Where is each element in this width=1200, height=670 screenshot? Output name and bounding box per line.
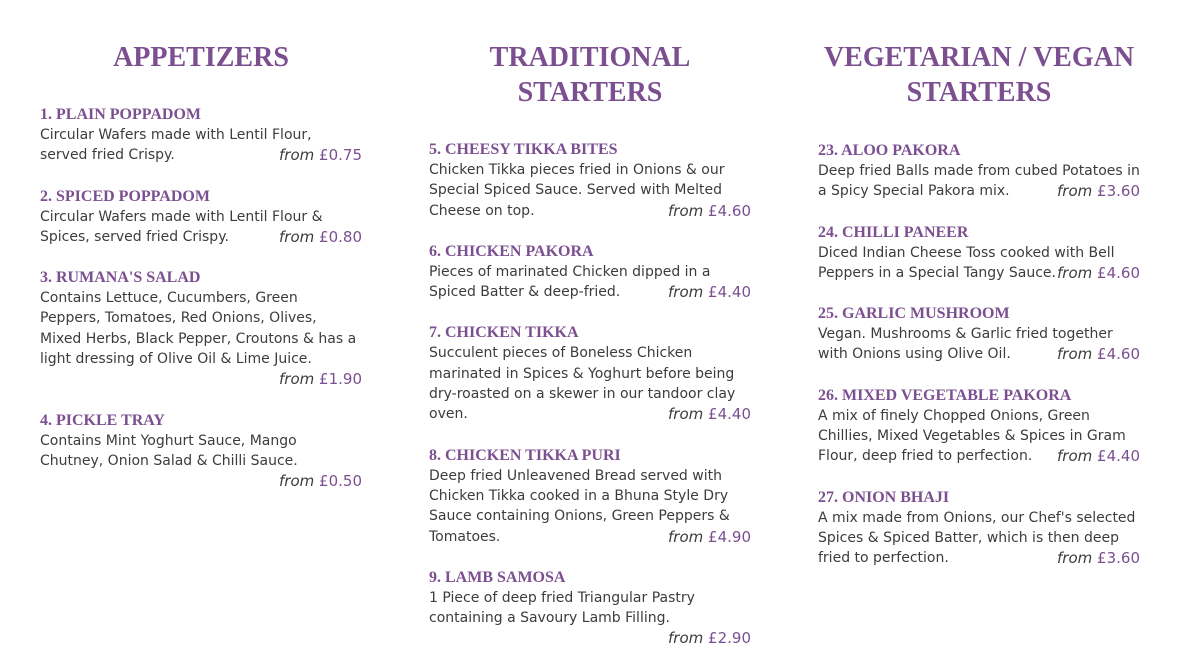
menu-item-body <box>429 466 751 547</box>
menu-item <box>818 386 1140 467</box>
price-amount: £3.60 <box>1097 182 1140 201</box>
menu-item-description: A mix made from Onions, our Chef's selected Spices & Spiced Batter, which is then deep fried to perfection. <box>818 509 1136 567</box>
price-amount: £4.90 <box>708 527 751 546</box>
menu-item-body <box>429 588 751 649</box>
menu-item-description: Chicken Tikka pieces fried in Onions & our Special Spiced Sauce. Served with Melted Cheese on top. <box>429 162 725 219</box>
price-amount: £0.50 <box>319 472 362 491</box>
price-from-label: from <box>668 201 704 220</box>
menu-item-name: 3. RUMANA'S SALAD <box>40 269 201 287</box>
menu-item-body <box>818 243 1140 284</box>
price-from-label: from <box>668 283 704 302</box>
menu-item-description: Succulent pieces of Boneless Chicken marinated in Spices & Yoghurt before being dry-roasted on a skewer in our tandoor clay oven. <box>429 345 736 423</box>
menu-item-price <box>1057 181 1140 201</box>
menu-section-appetizers <box>40 40 362 513</box>
menu-item-price <box>279 369 362 389</box>
menu-item-name: 1. PLAIN POPPADOM <box>40 106 202 123</box>
section-title: VEGETARIAN / VEGAN STARTERS <box>823 42 1135 108</box>
price-amount: £3.60 <box>1097 549 1140 568</box>
menu-item <box>40 187 362 248</box>
menu-item-list <box>818 141 1140 569</box>
menu-item-description: Vegan. Mushrooms & Garlic fried together with Onions using Olive Oil. <box>818 326 1113 363</box>
menu-item-description: Contains Lettuce, Cucumbers, Green Peppers, Tomatoes, Red Onions, Olives, Mixed Herbs, Black Pepper, Croutons & has a light dressing of Olive Oil & Lime Juice. <box>40 290 357 368</box>
menu-item-description: Pieces of marinated Chicken dipped in a Spiced Batter & deep-fried. <box>429 263 711 301</box>
menu-item <box>818 304 1140 365</box>
price-from-label: from <box>279 227 315 246</box>
menu-item-body <box>818 161 1140 202</box>
price-from-label: from <box>1057 345 1093 364</box>
menu-item-name: 6. CHICKEN PAKORA <box>429 242 594 260</box>
menu-item-list <box>40 105 362 492</box>
menu-item-name: 26. MIXED VEGETABLE PAKORA <box>818 386 1072 404</box>
price-amount: £0.75 <box>319 146 362 165</box>
menu-item-description: Deep fried Balls made from cubed Potatoes in a Spicy Special Pakora mix. <box>818 163 1140 200</box>
menu-item-price <box>668 527 751 547</box>
menu-item-body <box>40 207 362 248</box>
menu-item <box>429 140 751 221</box>
price-amount: £4.40 <box>708 283 751 302</box>
menu-item-description: Circular Wafers made with Lentil Flour & Spices, served fried Crispy. <box>40 208 323 245</box>
menu-item <box>429 242 751 303</box>
menu-item-body <box>40 288 362 389</box>
menu-item-name: 5. CHEESY TIKKA BITES <box>429 141 618 158</box>
price-from-label: from <box>668 405 704 424</box>
price-amount: £1.90 <box>319 370 362 389</box>
menu-item <box>40 105 362 166</box>
menu-item-body <box>818 508 1140 569</box>
section-title: APPETIZERS <box>113 42 289 73</box>
price-amount: £4.40 <box>1097 447 1140 466</box>
menu-item-description: Contains Mint Yoghurt Sauce, Mango Chutney, Onion Salad & Chilli Sauce. <box>40 432 298 469</box>
menu-item-price <box>279 227 362 247</box>
price-amount: £4.60 <box>1097 263 1140 282</box>
menu-item <box>429 323 751 424</box>
menu-item <box>429 446 751 547</box>
menu-item-name: 8. CHICKEN TIKKA PURI <box>429 446 621 464</box>
menu-item-price <box>1057 263 1140 283</box>
menu-item-name: 23. ALOO PAKORA <box>818 142 961 159</box>
price-amount: £0.80 <box>319 227 362 246</box>
menu-item-price <box>1057 344 1140 364</box>
menu-item-name: 4. PICKLE TRAY <box>40 411 165 429</box>
menu-item-price <box>668 282 751 302</box>
menu-item-body <box>429 262 751 303</box>
menu-item-description: A mix of finely Chopped Onions, Green Chillies, Mixed Vegetables & Spices in Gram Flour, deep fried to perfection. <box>818 407 1126 465</box>
menu-item-description: Diced Indian Cheese Toss cooked with Bell Peppers in a Special Tangy Sauce. <box>818 244 1115 281</box>
menu-item-name: 9. LAMB SAMOSA <box>429 568 566 586</box>
menu-item <box>818 223 1140 284</box>
section-title: TRADITIONAL STARTERS <box>489 42 691 108</box>
price-amount: £4.60 <box>708 201 751 220</box>
price-from-label: from <box>1057 182 1093 201</box>
menu-item-price <box>1057 548 1140 568</box>
menu-item-body <box>40 125 362 166</box>
price-from-label: from <box>1057 447 1093 466</box>
menu-item-description: Circular Wafers made with Lentil Flour, served fried Crispy. <box>40 127 312 164</box>
menu-item-body <box>40 431 362 492</box>
menu-item-list <box>429 140 751 649</box>
price-amount: £4.60 <box>1097 345 1140 364</box>
menu-item-name: 7. CHICKEN TIKKA <box>429 324 579 342</box>
price-from-label: from <box>279 146 315 165</box>
price-from-label: from <box>1057 549 1093 568</box>
menu-item-price <box>668 628 751 648</box>
menu-item-body <box>429 343 751 424</box>
menu-item-price <box>279 471 362 491</box>
menu-item-price <box>1057 446 1140 466</box>
price-amount: £2.90 <box>708 629 751 648</box>
menu-item <box>40 411 362 492</box>
menu-section-traditional-starters <box>429 40 751 670</box>
menu-item-description: Deep fried Unleavened Bread served with Chicken Tikka cooked in a Bhuna Style Dry Sauce containing Onions, Green Peppers & Tomatoes. <box>429 467 730 545</box>
menu-item-body <box>818 324 1140 365</box>
price-from-label: from <box>668 527 704 546</box>
menu-item-price <box>279 145 362 165</box>
menu-item-price <box>668 201 751 221</box>
menu-item-price <box>668 404 751 424</box>
menu-item <box>818 141 1140 202</box>
menu-item-body <box>429 160 751 221</box>
menu-item-name: 24. CHILLI PANEER <box>818 223 969 241</box>
menu-item-name: 2. SPICED POPPADOM <box>40 187 210 205</box>
menu-item <box>818 488 1140 569</box>
price-from-label: from <box>279 370 315 389</box>
price-amount: £4.40 <box>708 405 751 424</box>
menu-item <box>40 268 362 389</box>
menu-item <box>429 568 751 649</box>
price-from-label: from <box>279 472 315 491</box>
menu-section-vegetarian-vegan-starters <box>818 40 1140 590</box>
menu-item-name: 27. ONION BHAJI <box>818 488 950 506</box>
price-from-label: from <box>668 629 704 648</box>
menu-item-description: 1 Piece of deep fried Triangular Pastry containing a Savoury Lamb Filling. <box>429 589 695 627</box>
price-from-label: from <box>1057 263 1093 282</box>
menu-item-name: 25. GARLIC MUSHROOM <box>818 305 1010 323</box>
menu-item-body <box>818 406 1140 467</box>
